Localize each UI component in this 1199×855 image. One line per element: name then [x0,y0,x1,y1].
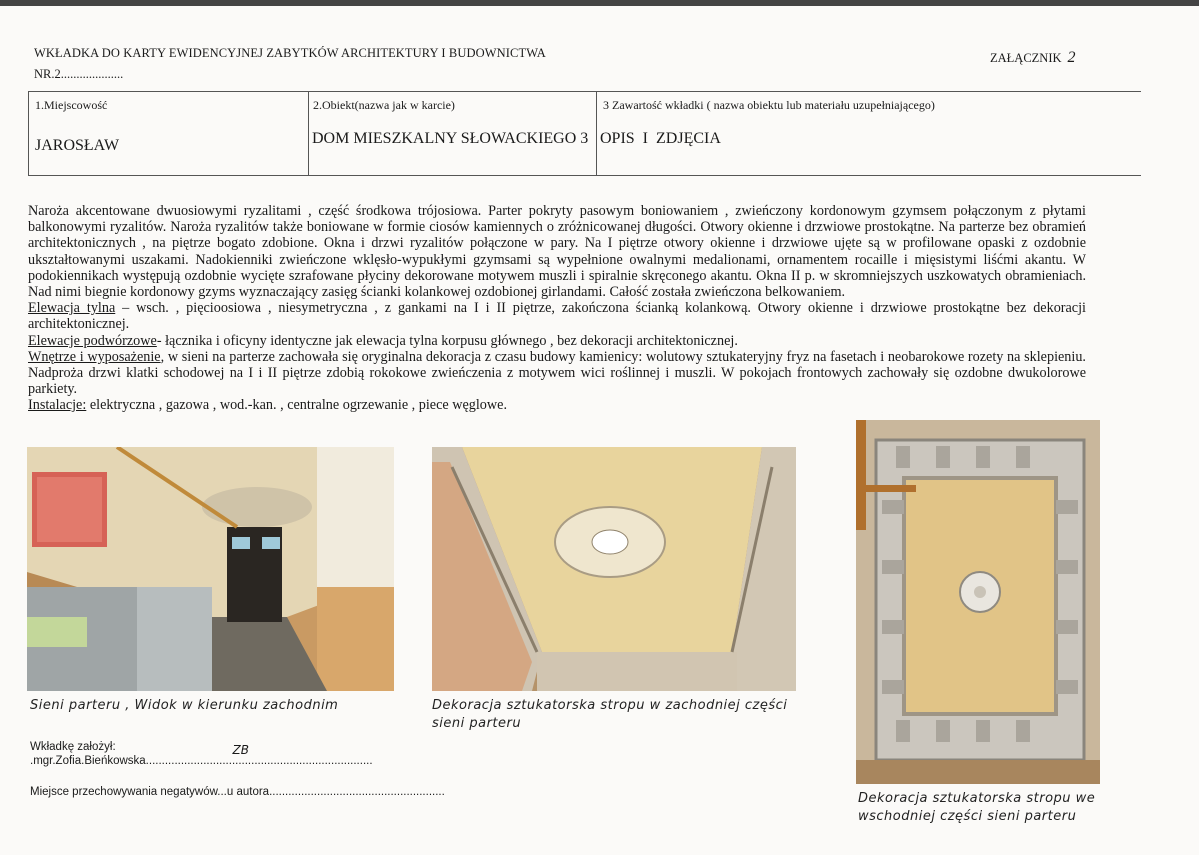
interior-text: , w sieni na parterze zachowała się oryginalna dekoracja z czasu budowy kamienicy: wolutowy sztukateryjny fryz na fasetach i neobarokowe rozety na sklepieniu. Nadproża drzwi klatki schodowej na I i II piętrze zdobią rokokowe zwieńczenia z motywem wici roślinnej i muszli. W pokojach frontowych zachowały się ozdobne dwukolorowe parkiety. [28,348,1086,398]
ceiling-east-photo [856,420,1100,784]
facade-paragraph: Naroża akcentowane dwuosiowymi ryzalitami , część środkowa trójosiowa. Parter pokryty pasowym boniowaniem , zwieńczony kordonowym gzymsem połączonym z płytami balkonowymi ryzalitów. Naroża ryzalitów także boniowane w formie ciosów kamiennych o zróżnicowanej długości. Otwory okienne i drzwiowe prostokątne. Na parterze bez obramień architektonicznych , na piętrze bogato zdobione. Okna i drzwi ryzalitów połączone w pary. Na I piętrze otwory okienne i drzwiowe ujęte są w profilowane opaski z ozdobnie ukształtowanymi uszakami. Nadokienniki zwieńczone wklęsło-wypukłymi gzymsami są wypełnione owalnymi medalionami, ornamentem rocaille i mięsistymi liśćmi akantu. W podokiennikach występują ozdobnie wycięte szrafowane płyciny dekorowane motywem muszli i spiralnie skręconego akantu. Okna II p. w skromniejszych uszkowatych obramieniach. Nad nimi biegnie kordonowy gzyms wyznaczający zasięg ścianki kolankowej ozdobionej girlandami. Całość została zwieńczona belkowaniem. [28,203,1086,301]
hallway-photo-image [27,447,394,691]
negatives-line: Miejsce przechowywania negatywów...u autora....................................................... [30,786,445,798]
courtyard-heading: Elewacje podwórzowe [28,332,157,349]
attachment-label [990,49,1076,67]
ceiling-east-caption: Dekoracja sztukatorska stropu we wschodniej części sieni parteru [858,791,1096,824]
installations-heading: Instalacje: [28,397,87,414]
interior-heading: Wnętrze i wyposażenie [28,348,161,365]
rear-facade-text: – wsch. , pięcioosiowa , niesymetryczna , z gankami na I i II piętrze, zakończona ścianką kolankową. Otwory okienne i drzwiowe prostokątne bez dekoracji architektonicznej. [28,300,1086,333]
table-top-border [28,91,1141,92]
hallway-photo [27,447,394,691]
locality-value: JAROSŁAW [35,137,120,154]
hallway-caption: Sieni parteru , Widok w kierunku zachodnim [30,698,339,713]
ceiling-west-caption: Dekoracja sztukatorska stropu w zachodniej części sieni parteru [432,698,788,731]
content-value: OPIS I ZDJĘCIA [600,130,721,147]
attachment-number: 2 [1067,49,1076,66]
rear-facade-paragraph [28,300,1086,332]
table-bottom-border [28,175,1141,176]
ceiling-west-photo-image [432,447,796,691]
table-divider-1 [308,91,309,175]
installations-text: elektryczna , gazowa , wod.-kan. , centralne ogrzewanie , piece węglowe. [86,397,507,414]
courtyard-paragraph [28,333,1086,349]
courtyard-text: - łącznika i oficyny identyczne jak elewacja tylna korpusu głównego , bez dekoracji architektonicznej. [156,332,738,349]
ceiling-west-photo [432,447,796,691]
ceiling-east-photo-image [856,420,1100,784]
author-line [30,741,373,767]
table-left-border [28,91,29,175]
locality-label: 1.Miejscowość [35,98,108,112]
rear-facade-heading: Elewacja tylna [28,300,116,317]
object-value: DOM MIESZKALNY SŁOWACKIEGO 3 [312,130,589,147]
author-text: Wkładkę założył: .mgr.Zofia.Bieńkowska....................................................................... [30,741,373,767]
description-text [28,203,1086,414]
installations-paragraph [28,397,1086,413]
form-title: WKŁADKA DO KARTY EWIDENCYJNEJ ZABYTKÓW ARCHITEKTURY I BUDOWNICTWA [34,46,546,60]
scan-edge [0,0,1199,6]
attachment-label-text: ZAŁĄCZNIK [990,51,1062,65]
content-label: 3 Zawartość wkładki ( nazwa obiektu lub materiału uzupełniającego) [603,98,935,112]
form-number: NR.2.................... [34,67,124,81]
object-label: 2.Obiekt(nazwa jak w karcie) [313,98,455,112]
author-signature: ZB [232,743,249,757]
interior-paragraph [28,349,1086,398]
table-divider-2 [596,91,597,175]
